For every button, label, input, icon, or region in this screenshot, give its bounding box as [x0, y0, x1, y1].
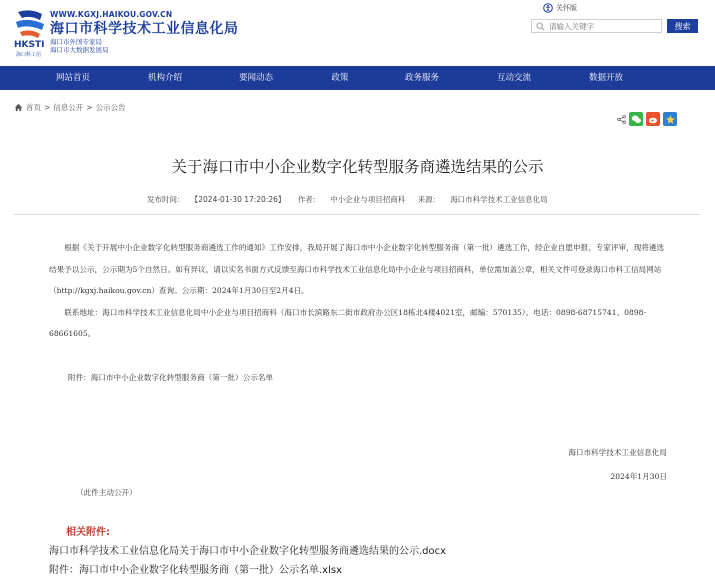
nav-item-open-data[interactable]: 数据开放	[588, 73, 623, 83]
qzone-icon[interactable]	[663, 112, 677, 126]
site-url: WWW.KGXJ.HAIKOU.GOV.CN	[50, 10, 173, 19]
nav-item-about[interactable]: 机构介绍	[147, 73, 182, 83]
article-title: 关于海口市中小企业数字化转型服务商遴选结果的公示	[171, 158, 544, 176]
breadcrumb-home[interactable]: 首页	[26, 103, 41, 112]
related-attachments-title: 相关附件:	[66, 527, 110, 538]
source-label: 来源：	[417, 195, 441, 204]
public-note: （此件主动公开）	[76, 488, 137, 497]
breadcrumb-info-public[interactable]: 信息公开	[53, 103, 84, 112]
share-bar	[617, 112, 677, 126]
signature-block	[568, 441, 667, 489]
care-mode-link[interactable]	[543, 3, 577, 13]
attachment-note: 附件：海口市中小企业数字化转型服务商（第一批）公示名单	[68, 373, 274, 382]
search-box	[531, 19, 662, 33]
divider	[14, 214, 700, 215]
accessibility-icon	[543, 3, 553, 13]
attachment-link-xlsx[interactable]: 附件：海口市中小企业数字化转型服务商（第一批）公示名单.xlsx	[49, 565, 343, 576]
signature-date: 2024年1月30日	[610, 472, 667, 481]
weibo-icon[interactable]	[646, 112, 660, 126]
breadcrumb	[14, 102, 126, 113]
wechat-icon[interactable]	[629, 112, 643, 126]
publish-time-label: 发布时间：	[147, 195, 185, 204]
care-mode-label: 关怀版	[556, 4, 577, 12]
article-paragraph-1: 根据《关于开展中小企业数字化转型服务商遴选工作的通知》工作安排，我局开展了海口市中小企业数字化转型服务商（第一批）遴选工作，经企业自愿申报、专家评审，现将遴选结果予以公示，公示期为5个自然日。如有异议，请以实名书面方式反馈至海口市科学技术工业信息化局中小企业与项目招商科，单位需加盖公章，相关文件可登录海口市科工信局网站（http://kgxj.haikou.gov.cn）查询。公示期：2024年1月30日至2月4日。	[49, 243, 665, 295]
site-subtitle-1: 海口市外国专家局	[50, 38, 102, 46]
main-nav	[0, 66, 715, 90]
nav-item-policy[interactable]: 政策	[331, 73, 349, 83]
search-input[interactable]	[545, 22, 649, 31]
author: 中小企业与项目招商科	[330, 195, 406, 204]
search-icon	[536, 22, 545, 31]
breadcrumb-separator: >	[86, 103, 93, 112]
article-paragraph-2: 联系地址：海口市科学技术工业信息化局中小企业与项目招商科（海口市长滨路东二街市政府办公区18栋北4楼4021室，邮编：570135）。电话：0898-68715741、0898-68661605。	[49, 307, 647, 338]
site-header	[0, 0, 715, 66]
logo-hksti: HKSTI	[14, 40, 45, 50]
nav-item-news[interactable]: 要闻动态	[238, 73, 273, 83]
source: 海口市科学技术工业信息化局	[450, 195, 548, 204]
breadcrumb-announcements[interactable]: 公示公告	[95, 103, 126, 112]
logo-hksti-sub: 海口科工信	[16, 52, 42, 58]
author-label: 作者：	[297, 195, 321, 204]
nav-item-interaction[interactable]: 互动交流	[496, 73, 531, 83]
publish-time: 【2024-01-30 17:20:26】	[194, 195, 286, 204]
share-icon[interactable]	[617, 115, 626, 124]
signature-org: 海口市科学技术工业信息化局	[568, 448, 667, 457]
nav-item-home[interactable]: 网站首页	[55, 73, 90, 83]
site-subtitle-2: 海口市大数据发展局	[50, 46, 109, 54]
article-meta	[147, 194, 558, 205]
attachment-link-docx[interactable]: 海口市科学技术工业信息化局关于海口市中小企业数字化转型服务商遴选结果的公示.docx	[49, 546, 447, 557]
site-title: 海口市科学技术工业信息化局	[50, 21, 239, 37]
article-body	[49, 237, 667, 345]
search-button[interactable]: 搜索	[667, 19, 698, 33]
breadcrumb-separator: >	[44, 103, 51, 112]
nav-item-services[interactable]: 政务服务	[404, 73, 439, 83]
home-icon	[14, 103, 23, 112]
